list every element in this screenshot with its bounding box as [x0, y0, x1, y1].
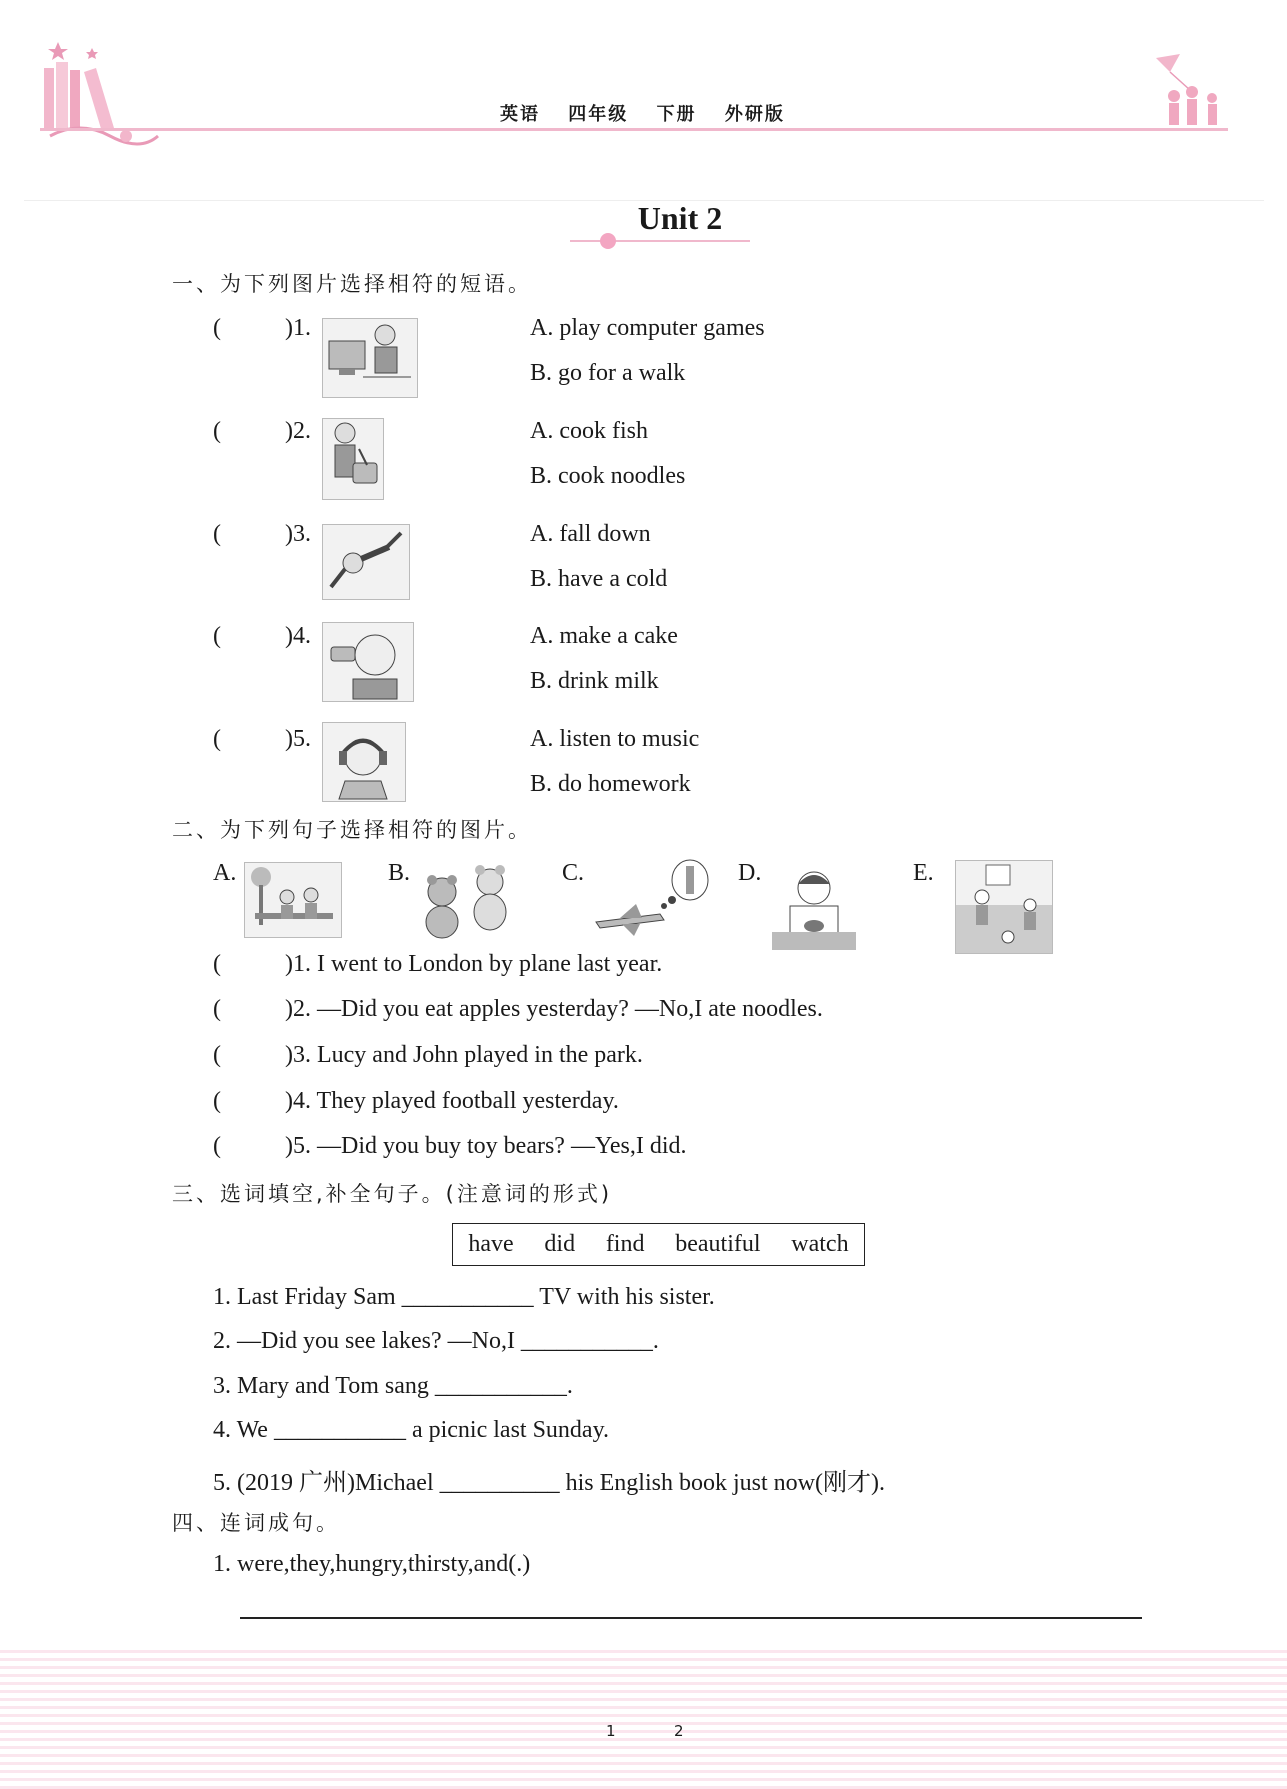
answer-line[interactable] [240, 1617, 1142, 1619]
section1-item2-number: ( )2. [213, 418, 311, 444]
section2-sentence-3: ( )3. Lucy and John played in the park. [213, 1042, 643, 1068]
word-bank-item: watch [791, 1231, 849, 1257]
section1-item4-number: ( )4. [213, 623, 311, 649]
section1-item3-option-b: B. have a cold [530, 566, 668, 592]
section2-sentence-4: ( )4. They played football yesterday. [213, 1088, 619, 1114]
section2-picture-d-label: D. [738, 860, 762, 886]
section1-item5-option-a: A. listen to music [530, 726, 700, 752]
section2-picture-e-label: E. [913, 860, 934, 886]
section2-picture-b-label: B. [388, 860, 411, 886]
word-bank-item: beautiful [675, 1231, 761, 1257]
word-bank-item: find [605, 1231, 645, 1257]
section1-item4-option-b: B. drink milk [530, 668, 659, 694]
header-title [500, 100, 805, 126]
section1-heading: 一、为下列图片选择相符的短语。 [172, 272, 532, 296]
boy-computer-icon [322, 318, 418, 398]
section3-heading: 三、选词填空,补全句子。(注意词的形式) [172, 1182, 613, 1206]
section2-sentence-2: ( )2. —Did you eat apples yesterday? —No,I ate noodles. [213, 996, 823, 1022]
section2-picture-a-label: A. [213, 860, 237, 886]
section3-sentence-1: 1. Last Friday Sam ___________ TV with his sister. [213, 1284, 715, 1310]
section3-sentence-3: 3. Mary and Tom sang ___________. [213, 1373, 573, 1399]
section3-sentence-5: 5. (2019 广州)Michael __________ his English book just now(刚才). [213, 1470, 885, 1496]
park-kids-icon [244, 862, 342, 938]
header-edition: 外研版 [724, 104, 785, 125]
plane-london-icon [590, 858, 714, 940]
section1-item2-option-b: B. cook noodles [530, 463, 686, 489]
section1-item2-option-a: A. cook fish [530, 418, 648, 444]
section1-item5-option-b: B. do homework [530, 771, 691, 797]
boy-eating-noodles-icon [772, 862, 856, 950]
header-rule [40, 128, 1228, 131]
section2-picture-c-label: C. [562, 860, 585, 886]
header-subject: 英语 [500, 104, 540, 125]
section1-item4-option-a: A. make a cake [530, 623, 678, 649]
unit-title: Unit 2 [637, 200, 723, 236]
section1-item1-number: ( )1. [213, 315, 311, 341]
section2-sentence-1: ( )1. I went to London by plane last year. [213, 951, 663, 977]
baby-drinking-icon [322, 622, 414, 702]
boy-falling-icon [322, 524, 410, 600]
unit-title-underline [570, 240, 750, 242]
header-grade: 四年级 [568, 104, 629, 125]
section1-item3-number: ( )3. [213, 521, 311, 547]
word-bank-item: did [544, 1231, 576, 1257]
header-books-decoration [40, 40, 160, 150]
section1-item1-option-a: A. play computer games [530, 315, 765, 341]
football-kids-icon [955, 860, 1053, 954]
section1-item5-number: ( )5. [213, 726, 311, 752]
unit-title-dot [600, 233, 616, 249]
section3-sentence-2: 2. —Did you see lakes? —No,I ___________. [213, 1328, 659, 1354]
page-number-left: 1 [606, 1722, 616, 1740]
section2-sentence-5: ( )5. —Did you buy toy bears? —Yes,I did. [213, 1133, 687, 1159]
section1-item3-option-a: A. fall down [530, 521, 651, 547]
section4-item-1: 1. were,they,hungry,thirsty,and(.) [213, 1551, 531, 1577]
toy-bears-icon [412, 862, 520, 942]
section4-heading: 四、连词成句。 [172, 1511, 340, 1535]
header-kids-kite-decoration [1150, 50, 1230, 132]
header-volume: 下册 [656, 104, 697, 125]
girl-cooking-icon [322, 418, 384, 500]
page-number-right: 2 [674, 1722, 684, 1740]
section1-item1-option-b: B. go for a walk [530, 360, 686, 386]
footer-band [0, 1648, 1287, 1789]
section2-heading: 二、为下列句子选择相符的图片。 [172, 818, 532, 842]
word-bank-box [452, 1223, 865, 1266]
section3-sentence-4: 4. We ___________ a picnic last Sunday. [213, 1417, 610, 1443]
word-bank-item: have [468, 1231, 514, 1257]
girl-headphones-icon [322, 722, 406, 802]
